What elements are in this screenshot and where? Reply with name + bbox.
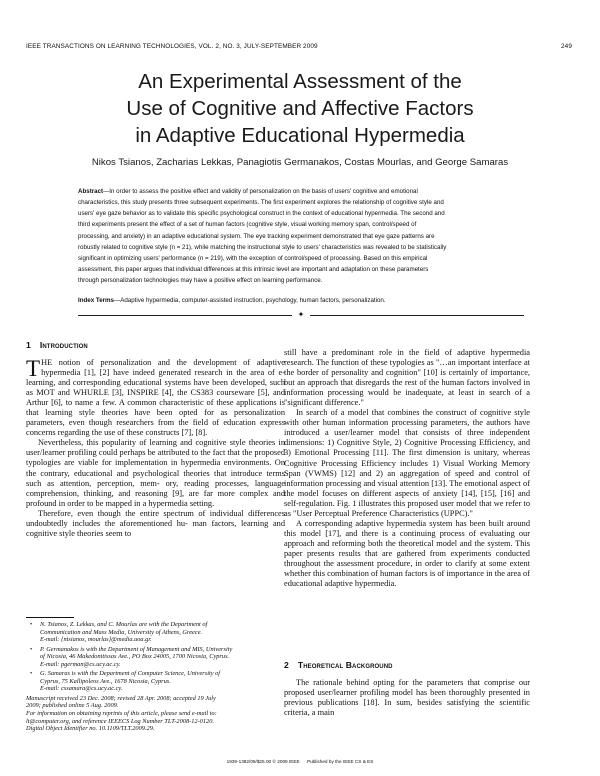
text-line: In search of a model that combines the construct of	[296, 408, 477, 418]
footnote-line: E-mail: cssamara@cs.ucy.ac.cy.	[40, 685, 123, 693]
text-line: Fig. 1 illustrates this proposed user model that we refer to as	[284, 498, 530, 518]
paragraph	[284, 348, 530, 408]
text-line: that disregards the rest of the human factors involved in	[340, 378, 530, 388]
text-line: Nevertheless, this popularity of learning and cognitive	[38, 438, 227, 448]
text-line: hypermedia research. The function of these typologies as	[284, 348, 530, 368]
text-line: comprise our proposed user/learner profiling model has	[284, 678, 530, 698]
pub-line: For information on obtaining reprints of this article, please send e-mail to:	[26, 710, 217, 718]
text-line: search of a "significant difference."	[284, 388, 530, 408]
text-line: model that consists of three independent dimensions:	[284, 428, 531, 448]
abstract-line: —In order to assess the positive effect and validity of personalization on the basis of users' cognitive and emotional	[103, 188, 418, 195]
text-line: "User Perceptual Preference Characteristics (UPPC)."	[293, 508, 473, 518]
abstract-line: processing, and anxiety) in an adaptive educational system. The eye tracking experiment demonstrated that eye gaze patterns are	[78, 232, 435, 240]
abstract-line: characteristics, this study presents three subsequent experiments. The first experiment explores the relationship of cognitive style and	[78, 199, 444, 207]
divider-line-left	[78, 315, 292, 316]
footnote-line: E-mail: pgerman@cs.ucy.ac.cy.	[40, 660, 121, 668]
abstract-line: users' eye gaze behavior as to validate this specific psychological construct in the context of educational hypermedia. The second and	[78, 210, 445, 218]
pub-line: lt@computer.org, and reference IEEECS Log Number TLT-2008-12-0120.	[26, 717, 214, 725]
index-terms	[78, 296, 524, 305]
abstract-line: third experiments present the effect of a set of human factors (cognitive style, visual working memory span, control/speed of	[78, 221, 417, 229]
paragraph	[284, 408, 530, 519]
text-line: throughout the assessment procedure, in order to clarify at	[284, 558, 486, 568]
footnote-line: of Nicosia, 46 Makedonitissas Ave., PO Box 24005, 1700 Nicosia, Cyprus.	[40, 653, 230, 661]
title-line: Use of Cognitive and Affective Factors	[126, 97, 474, 120]
text-line: style theories in user/learner profiling could perhaps be	[26, 438, 285, 458]
text-line: adaptive hypermedia [1], [2] have indeed generated	[41, 358, 285, 378]
column-right-bottom	[284, 678, 530, 718]
text-line: process of evaluating our approach and reforming both the	[284, 528, 531, 548]
author-list: Nikos Tsianos, Zacharias Lekkas, Panagiotis Germanakos, Costas Mourlas, and George Samaras	[91, 157, 509, 168]
title-line: in Adaptive Educational Hypermedia	[135, 124, 465, 147]
bullet-icon: •	[30, 621, 33, 628]
text-line: man factors, learning and cognitive style theories seem to	[26, 518, 285, 538]
section-title: Theoretical Background	[297, 660, 393, 670]
text-line: ory, reading processes, language comprehension, thinking,	[26, 478, 285, 498]
text-line: whereas Cognitive Processing Efficiency includes 1) Visual	[284, 448, 531, 468]
issn-copyright: 1939-1382/09/$25.00 © 2009 IEEE	[226, 759, 300, 764]
running-header	[26, 43, 574, 55]
section-heading-introduction	[26, 340, 88, 350]
footnote-line: Communication and Mass Media, University of Athens, Greece.	[40, 628, 203, 636]
text-line: and Arthur [6], to name a few. A common characteristic of	[26, 388, 286, 408]
section-divider	[78, 311, 524, 319]
paragraph	[26, 438, 285, 508]
text-line: different aspects of anxiety [14], [15], [16] and self-regulation.	[284, 488, 530, 508]
divider-line-right	[310, 315, 524, 316]
index-terms-label: Index Terms	[78, 297, 114, 304]
section-number: 1	[26, 340, 31, 350]
text-line: been thoroughly presented in previous publications [18]. In	[284, 688, 530, 708]
text-line: 1) Cognitive Style, 2) Cognitive Processing Efficiency, and	[327, 438, 530, 448]
paragraph	[284, 678, 530, 718]
text-line: that introduce terms such as attention, perception, mem-	[26, 468, 285, 488]
text-line: of speed and control of information processing and visual	[284, 468, 530, 488]
text-line: sum, besides satisfying the scientific criteria, a main	[284, 698, 530, 718]
text-line: viable for implementation in hypermedia environments.	[77, 458, 272, 468]
paragraph	[284, 519, 530, 589]
page-number: 249	[561, 43, 572, 50]
text-line: still have a predominant role in the field of adaptive	[284, 348, 486, 357]
footnote-line: P. Germanakos is with the Department of Management and MIS, University	[40, 645, 233, 653]
section-title: Introduction	[39, 340, 88, 350]
text-line: theoretical model and the system. This paper presents	[284, 538, 530, 558]
paragraph	[26, 358, 285, 438]
title-line: An Experimental Assessment of the	[138, 70, 462, 93]
text-line: researchers from the field of education express concerns	[26, 418, 285, 438]
footnote-line: E-mail: {ntsianos, mourlas}@media.uoa.gr.	[40, 636, 152, 644]
pub-line: Manuscript received 23 Dec. 2008; revised 28 Apr. 2008; accepted 19 July	[26, 694, 216, 702]
text-line: A corresponding adaptive hypermedia system has been	[296, 518, 486, 528]
text-line: importance in the area of educational adaptive hypermedia.	[284, 569, 530, 589]
text-line: The rationale behind opting for the parameters that	[296, 678, 481, 687]
footnote-line: Cyprus, 75 Kallipoleos Ave., 1678 Nicosia, Cyprus.	[40, 677, 171, 685]
text-line: these applications is that learning style theories have been	[26, 398, 285, 418]
text-line: some extent whether this combination of human factors is of	[284, 558, 530, 579]
paper-title	[0, 68, 600, 149]
text-line: attributed to the fact that the proposed typologies are	[26, 448, 285, 468]
text-line: order to be mapped in a hypermedia setting.	[67, 498, 215, 508]
pub-line: 2009; published online 5 Aug. 2009.	[26, 702, 119, 710]
publisher: Published by the IEEE CS & ES	[306, 759, 374, 764]
abstract	[78, 186, 524, 286]
footnotes	[26, 621, 285, 733]
journal-info: IEEE TRANSACTIONS ON LEARNING TECHNOLOGIES, VOL. 2, NO. 3, JULY-SEPTEMBER 2009	[26, 43, 318, 50]
abstract-line: through personalization technologies may have a positive effect on learning performance.	[78, 277, 323, 285]
text-line: Therefore, even though the entire spectrum of individual	[38, 508, 244, 518]
bullet-icon: •	[30, 670, 33, 678]
text-line: opted for as personalization parameters, even though	[26, 408, 285, 428]
paragraph	[26, 509, 285, 539]
abstract-line: significant in optimizing users' performance (n = 219), with the exception of control/speed of processing. Based on this empirical	[78, 254, 428, 262]
text-line: Working Memory Span (VWMS) [12] and 2) an aggregation	[284, 458, 531, 478]
text-line: HE notion of personalization and the development of	[41, 358, 251, 367]
text-line: regarding the use of these constructs [7], [8].	[57, 428, 208, 438]
text-line: cognition" [10] is certainly of importance, but an approach	[284, 368, 530, 388]
abstract-line: assessment, this paper argues that individual differences at this intrinsic level are important and adaptation on these parameters	[78, 266, 429, 274]
text-line: attention [13]. The emotional aspect of the model focuses on	[284, 478, 530, 498]
text-line: On the contrary, educational and psychological theories	[26, 458, 285, 478]
column-left	[26, 358, 285, 539]
text-line: differences undoubtedly includes the aforementioned hu-	[26, 508, 285, 528]
text-line: information processing would be inadequate, at least in	[284, 388, 485, 398]
text-line: 3) Emotional Processing [11]. The first dimension is unitary,	[284, 448, 499, 458]
text-line: educational systems have been developed, such as MOT	[26, 378, 285, 398]
text-line: cognitive style with other human information processing	[284, 408, 530, 428]
abstract-label: Abstract	[78, 188, 104, 195]
page-footer	[0, 759, 600, 764]
section-number: 2	[284, 660, 289, 670]
diamond-icon: ✦	[297, 310, 305, 319]
footnote	[26, 621, 285, 644]
text-line: and WHURLE [3], INSPIRE [4], the CS383 courseware [5],	[57, 388, 270, 398]
text-line: results that are gathered from experiments conducted	[338, 548, 530, 558]
pub-line: Digital Object Identifier no. 10.1109/TLT.2009.29.	[26, 725, 155, 733]
column-right	[284, 348, 530, 589]
text-line: and reasoning [9], are far more complex and profound in	[26, 488, 285, 508]
text-line: built around this model [17], and there is a continuing	[284, 518, 531, 538]
abstract-line: robustly related to cognitive style (n = 21), while matching the instructional style to users' characteristics was revealed to be statistically	[78, 243, 447, 251]
footnote-line: N. Tsianos, Z. Lekkas, and C. Mourlas are with the Department of	[40, 621, 208, 628]
text-line: parameters, the authors have introduced a user/learner	[284, 418, 530, 438]
text-line: "…an important interface at the border of personality and	[284, 358, 531, 378]
footnote	[26, 670, 285, 693]
bullet-icon: •	[30, 645, 33, 653]
footnote	[26, 646, 285, 669]
text-line: research in the area of e-learning, and corresponding	[26, 368, 285, 388]
index-terms-text: —Adaptive hypermedia, computer-assisted instruction, psychology, human factors, personalization.	[114, 297, 386, 304]
section-heading-theoretical-background	[284, 660, 393, 670]
footnote-rule	[26, 617, 74, 618]
footnote-line: G. Samaras is with the Department of Computer Science, University of	[40, 670, 221, 678]
drop-cap: T	[26, 356, 41, 381]
publication-info	[26, 695, 285, 733]
